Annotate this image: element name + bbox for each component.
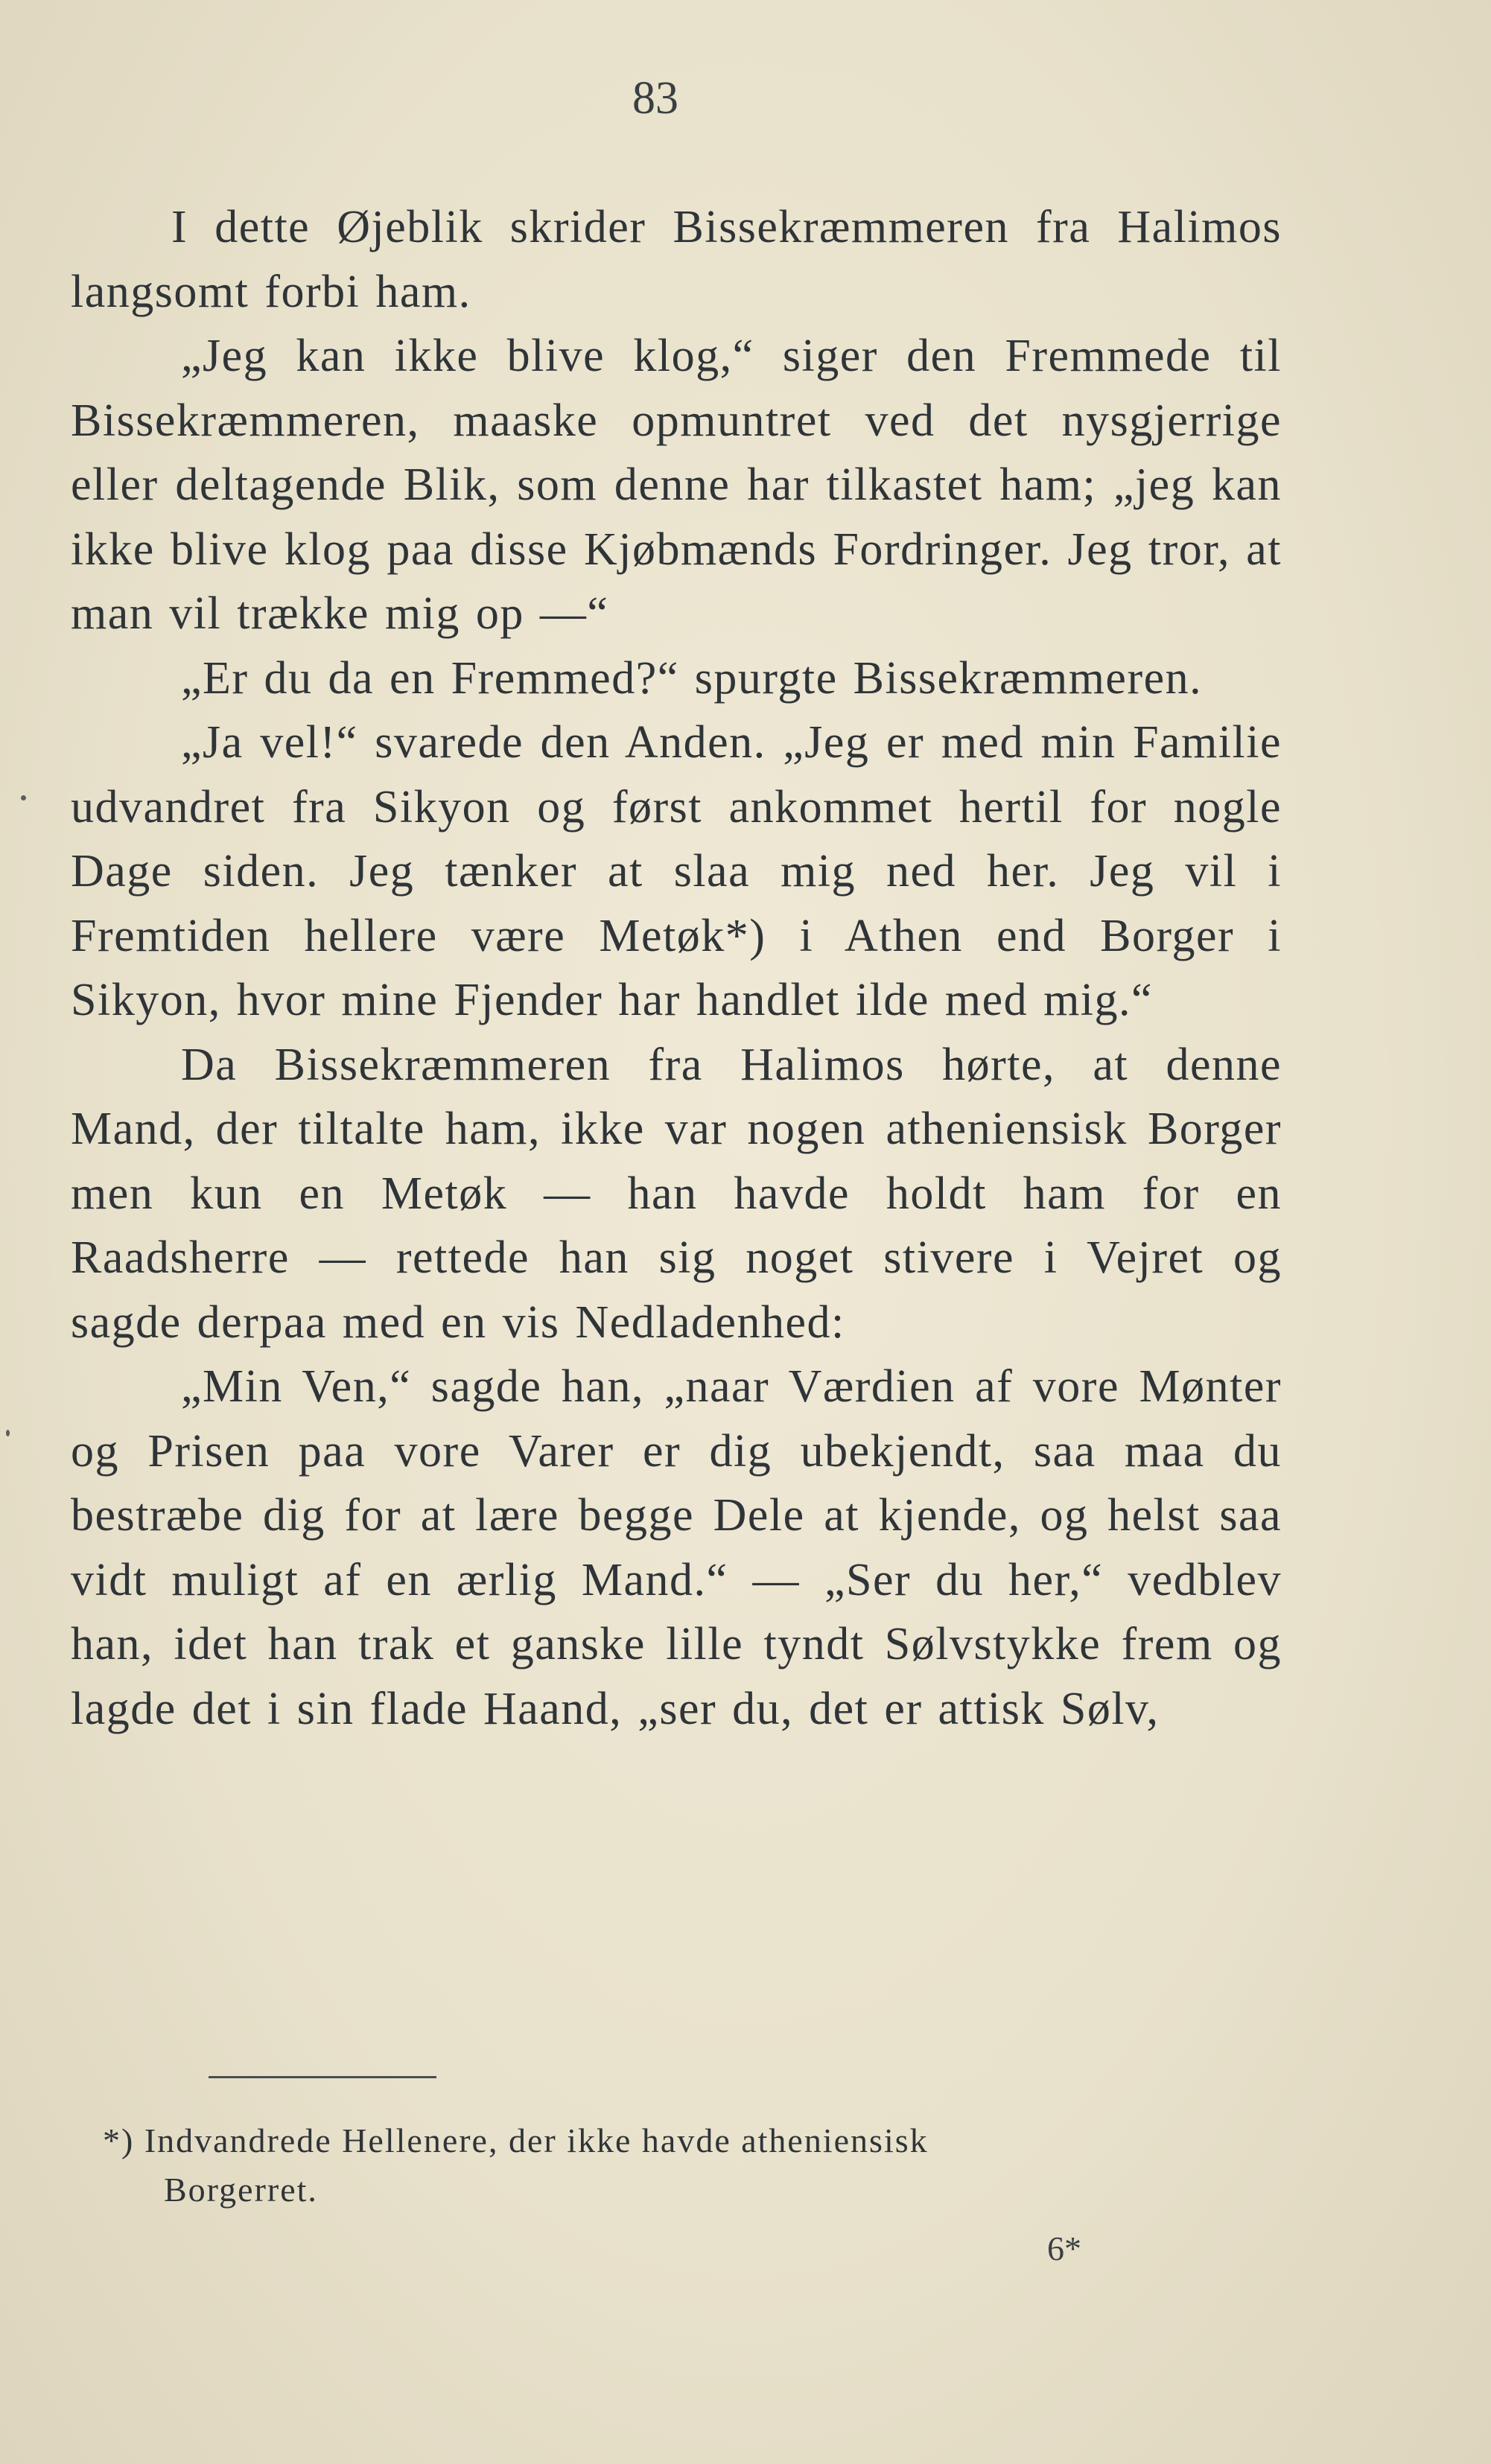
page-speck [6, 1430, 10, 1436]
signature-mark: 6* [1047, 2229, 1081, 2267]
paragraph: „Jeg kan ikke blive klog,“ siger den Fremmede til Bissekræmmeren, maaske opmuntret ved det nysgjerrige eller deltagende Blik, som denne har tilkastet ham; „jeg kan ikke blive klog paa disse Kjøbmænds Fordringer. Jeg tror, at man vil trække mig op —“ [71, 331, 1282, 639]
body-text [71, 195, 1282, 1741]
paragraph: Da Bissekræmmeren fra Halimos hørte, at denne Mand, der tiltalte ham, ikke var nogen atheniensisk Borger men kun en Metøk — han havde holdt ham for en Raadsherre — rettede han sig noget stivere i Vejret og sagde derpaa med en vis Nedladenhed: [71, 1039, 1282, 1348]
page-number: 83 [632, 73, 678, 124]
paragraph: „Ja vel!“ svarede den Anden. „Jeg er med min Familie udvandret fra Sikyon og først ankommet hertil for nogle Dage siden. Jeg tænker at slaa mig ned her. Jeg vil i Fremtiden hellere være Metøk*) i Athen end Borger i Sikyon, hvor mine Fjender har handlet ilde med mig.“ [71, 717, 1282, 1025]
footnote-line: *) Indvandrede Hellenere, der ikke havde atheniensisk [103, 2121, 929, 2159]
footnote-divider [209, 2076, 436, 2078]
paragraph: I dette Øjeblik skrider Bissekræmmeren fra Halimos langsomt forbi ham. [71, 202, 1282, 317]
paragraph: „Er du da en Fremmed?“ spurgte Bissekræmmeren. [181, 652, 1203, 704]
page-speck [21, 795, 26, 800]
footnote [103, 2116, 1294, 2215]
paragraph: „Min Ven,“ sagde han, „naar Værdien af vore Mønter og Prisen paa vore Varer er dig ubekjendt, saa maa du bestræbe dig for at lære begge Dele at kjende, og helst saa vidt muligt af en ærlig Mand.“ — „Ser du her,“ vedblev han, idet han trak et ganske lille tyndt Sølvstykke frem og lagde det i sin flade Haand, „ser du, det er attisk Sølv, [71, 1361, 1282, 1734]
footnote-line: Borgerret. [164, 2171, 318, 2209]
